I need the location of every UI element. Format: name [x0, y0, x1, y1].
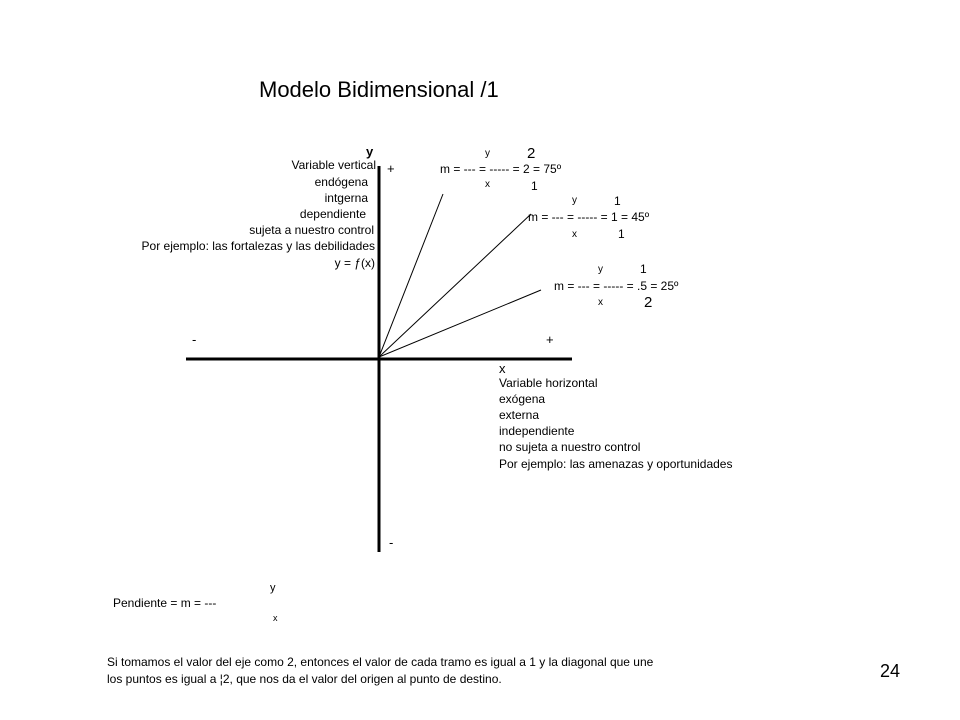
slope-line-25: [379, 290, 541, 357]
footer-note-line-1: Si tomamos el valor del eje como 2, entonces el valor de cada tramo es igual a 1 y la diagonal que une: [107, 655, 654, 669]
slope-25-num-var: y: [598, 264, 603, 275]
y-desc-line: endógena: [314, 175, 368, 189]
y-function-label: y = ƒ(x): [334, 256, 375, 270]
footer-note-line-2: los puntos es igual a ¦2, que nos da el valor del origen al punto de destino.: [107, 672, 502, 686]
y-desc-line: intgerna: [324, 191, 368, 205]
slope-75-formula: m = --- = ----- = 2 = 75º: [440, 162, 562, 176]
slope-25-formula: m = --- = ----- = .5 = 25º: [554, 279, 679, 293]
slope-75-den-var: x: [485, 179, 490, 190]
slope-45-den-val: 1: [618, 227, 625, 241]
x-minus-sign: -: [192, 332, 197, 347]
x-plus-sign: +: [546, 332, 554, 347]
slope-45-num-val: 1: [614, 194, 621, 208]
pendiente-denominator: x: [273, 613, 278, 623]
x-desc-line: exógena: [499, 392, 546, 406]
x-desc-line: Por ejemplo: las amenazas y oportunidades: [499, 457, 733, 471]
x-desc-line: Variable horizontal: [499, 376, 598, 390]
x-desc-line: independiente: [499, 424, 575, 438]
slope-45-den-var: x: [572, 229, 577, 240]
x-axis-label: x: [499, 361, 506, 376]
slope-25-num-val: 1: [640, 262, 647, 276]
y-desc-line: dependiente: [299, 207, 366, 221]
y-desc-line: sujeta a nuestro control: [249, 223, 374, 237]
pendiente-formula: Pendiente = m = ---: [113, 596, 217, 610]
slope-45-num-var: y: [572, 195, 577, 206]
page-number: 24: [880, 661, 901, 681]
y-axis-label: y: [366, 144, 374, 159]
x-desc-line: externa: [499, 408, 540, 422]
y-desc-line: Por ejemplo: las fortalezas y las debilidades: [141, 239, 375, 253]
pendiente-numerator: y: [270, 582, 276, 594]
x-desc-line: no sujeta a nuestro control: [499, 440, 641, 454]
y-desc-line: Variable vertical: [291, 158, 376, 172]
slope-25-den-var: x: [598, 297, 603, 308]
slope-line-45: [379, 214, 531, 357]
y-plus-sign: +: [387, 161, 395, 176]
slope-25-den-val: 2: [644, 294, 653, 311]
slope-45-formula: m = --- = ----- = 1 = 45º: [528, 210, 650, 224]
y-minus-sign: -: [389, 535, 394, 550]
page-title: Modelo Bidimensional /1: [259, 77, 499, 102]
slope-75-num-val: 2: [527, 145, 536, 162]
slope-75-den-val: 1: [531, 179, 538, 193]
slope-75-num-var: y: [485, 148, 490, 159]
slope-line-75: [379, 194, 443, 357]
